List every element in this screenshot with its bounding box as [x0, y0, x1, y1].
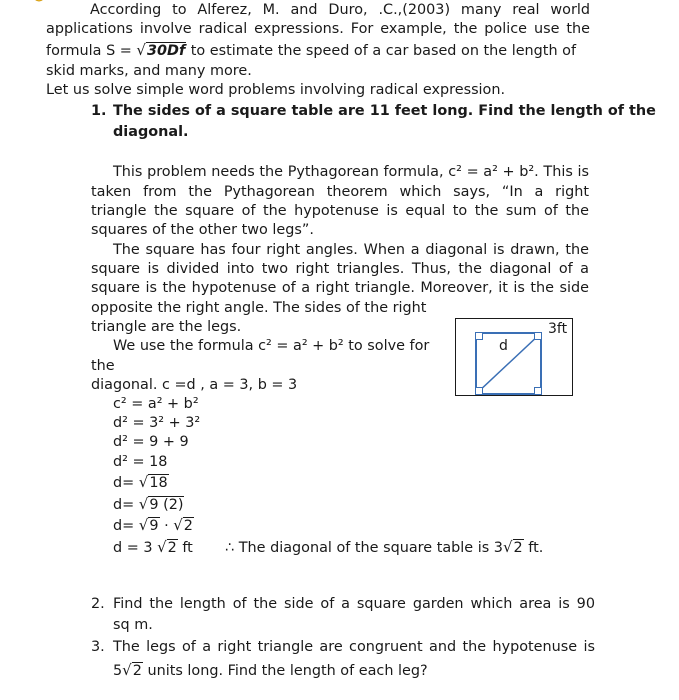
- para1-line-2: taken from the Pythagorean theorem which says, “In a right: [91, 184, 589, 200]
- conclusion: [225, 538, 543, 556]
- conclusion-suffix: ft.: [523, 540, 544, 556]
- step-8-unit: ft: [177, 540, 193, 556]
- step-5-prefix: d=: [113, 475, 139, 491]
- step-6: [113, 495, 184, 513]
- problem-3-number: 3.: [91, 639, 105, 655]
- radical-9-2: [139, 495, 185, 513]
- radical-sign-icon: √: [502, 538, 513, 556]
- radicand-18: 18: [149, 475, 168, 491]
- step-7: [113, 516, 194, 534]
- right-angle-marker-top-right: [534, 332, 542, 340]
- right-angle-marker-bottom-left: [475, 387, 483, 395]
- para2-line-1: The square has four right angles. When a diagonal is drawn, the: [113, 242, 589, 258]
- radicand-problem-3: 2: [132, 663, 142, 679]
- diagonal-line: [477, 334, 540, 393]
- radical-sign-icon: √: [122, 661, 132, 679]
- step-8-prefix: d = 3: [113, 540, 158, 556]
- problem-3-line-2: [113, 661, 428, 679]
- radicand-30df: 30Df: [146, 43, 186, 59]
- square-shape: [475, 332, 542, 395]
- step-5: [113, 473, 169, 491]
- intro-line-3-rest: to estimate the speed of a car based on the length of: [186, 43, 577, 59]
- step-2: d² = 3² + 3²: [113, 415, 201, 431]
- right-angle-marker-bottom-right: [534, 387, 542, 395]
- right-angle-marker-top-left: [475, 332, 483, 340]
- conclusion-prefix: ∴ The diagonal of the square table is 3: [225, 540, 503, 556]
- step-7-prefix: d=: [113, 518, 139, 534]
- radical-sign-icon: √: [136, 41, 146, 59]
- radicand-9-2: 9 (2): [149, 497, 184, 513]
- radical-5-root-2: [122, 661, 143, 679]
- problem-2-line-1: Find the length of the side of a square garden which area is 90: [113, 596, 595, 612]
- square-diagram: [455, 318, 573, 396]
- para2-line-2: square is divided into two right triangles. Thus, the diagonal of a: [91, 261, 589, 277]
- school-logo-icon: [26, 0, 52, 8]
- para3-line-1: We use the formula c² = a² + b² to solve for: [113, 338, 430, 354]
- intro-line-1: According to Alferez, M. and Duro, .C.,(2003) many real world: [90, 2, 590, 18]
- problem-3-line-2-text: units long. Find the length of each leg?: [142, 663, 428, 679]
- para1-line-3: triangle the square of the hypotenuse is equal to the sum of the: [91, 203, 589, 219]
- side-label: 3ft: [548, 321, 568, 337]
- step-3: d² = 9 + 9: [113, 434, 189, 450]
- radicand-2-result: 2: [167, 540, 177, 556]
- para2-line-3: square is the hypotenuse of a right triangle. Moreover, it is the side: [91, 280, 589, 296]
- radicand-9: 9: [149, 518, 159, 534]
- radicand-conclusion: 2: [513, 540, 523, 556]
- radical-conclusion: [503, 538, 524, 556]
- radical-2-result: [157, 538, 178, 556]
- radical-18: [139, 473, 169, 491]
- step-4: d² = 18: [113, 454, 168, 470]
- step-8: [113, 538, 193, 556]
- radical-sign-icon: √: [138, 473, 149, 491]
- radical-9: [139, 516, 160, 534]
- intro-line-3: [46, 41, 590, 59]
- para1-line-1: This problem needs the Pythagorean formula, c² = a² + b². This is: [113, 164, 589, 180]
- radical-sign-icon: √: [138, 495, 149, 513]
- para1-line-4: squares of the other two legs”.: [91, 222, 314, 238]
- para2-line-5: triangle are the legs.: [91, 319, 242, 335]
- intro-line-4: skid marks, and many more.: [46, 63, 252, 79]
- radical-sign-icon: √: [138, 516, 149, 534]
- intro-line-5: Let us solve simple word problems involving radical expression.: [46, 82, 506, 98]
- para2-line-4: opposite the right angle. The sides of the right: [91, 300, 427, 316]
- problem-3-coefficient: 5: [113, 663, 123, 679]
- radical-sign-icon: √: [157, 538, 167, 556]
- radical-2: [173, 516, 194, 534]
- diagonal-label: d: [499, 338, 508, 354]
- radical-sign-icon: √: [173, 516, 183, 534]
- problem-3-line-1: The legs of a right triangle are congruent and the hypotenuse is: [113, 639, 595, 655]
- para3-line-2: the: [91, 358, 115, 374]
- intro-line-3-text: formula S =: [46, 43, 137, 59]
- problem-1-line-2: diagonal.: [113, 124, 189, 140]
- problem-2-line-2: sq m.: [113, 617, 153, 633]
- para3-line-3: diagonal. c =d , a = 3, b = 3: [91, 377, 298, 393]
- problem-1-line-1: The sides of a square table are 11 feet long. Find the length of the: [113, 103, 656, 119]
- problem-1-number: 1.: [91, 103, 107, 119]
- step-6-prefix: d=: [113, 497, 139, 513]
- step-7-dot: ·: [159, 518, 174, 534]
- radical-30df: [136, 41, 186, 59]
- step-1: c² = a² + b²: [113, 396, 199, 412]
- intro-line-2: applications involve radical expressions. For example, the police use the: [46, 21, 590, 37]
- radicand-2: 2: [183, 518, 193, 534]
- problem-2-number: 2.: [91, 596, 105, 612]
